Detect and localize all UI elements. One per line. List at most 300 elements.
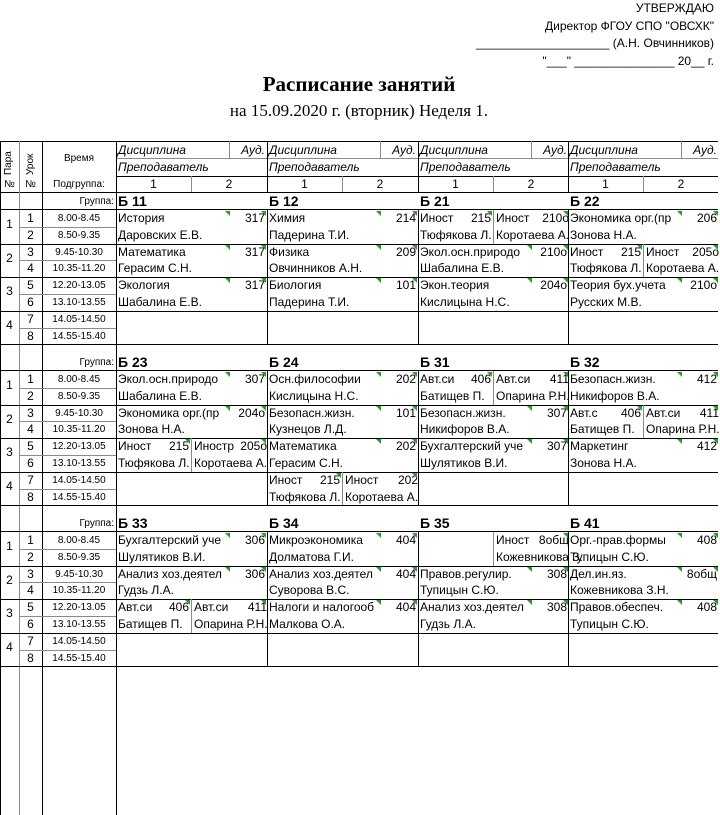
subject-subgroup-1: Авт.си bbox=[118, 600, 153, 615]
lesson-urok: 3 bbox=[27, 566, 34, 581]
subject-name: Экономика орг.(пр bbox=[570, 211, 672, 225]
comment-marker bbox=[412, 406, 417, 411]
header-discipline: Дисциплина bbox=[570, 143, 638, 157]
lesson-time: 10.35-11.20 bbox=[52, 263, 106, 275]
comment-marker bbox=[412, 533, 417, 538]
lesson-urok: 6 bbox=[27, 295, 34, 309]
teacher-name: Тупицын С.Ю. bbox=[570, 549, 649, 564]
teacher-subgroup-1: Тюфякова Л. bbox=[570, 261, 642, 276]
lesson-para: 4 bbox=[6, 639, 13, 654]
auditorium-subgroup-1: 406 bbox=[470, 372, 491, 386]
comment-marker bbox=[713, 600, 718, 605]
subject-name: Безопасн.жизн. bbox=[570, 372, 656, 386]
lesson-urok: 6 bbox=[27, 617, 34, 631]
comment-marker bbox=[225, 406, 230, 411]
teacher-subgroup-2: Опарина Р.Н. bbox=[496, 388, 570, 403]
grid-line bbox=[19, 616, 116, 617]
auditorium-subgroup-2: 202 bbox=[397, 472, 418, 487]
lesson-time: 13.10-13.55 bbox=[52, 619, 106, 630]
auditorium: 204о bbox=[238, 405, 265, 420]
lesson-time: 8.50-9.35 bbox=[57, 551, 101, 563]
teacher-name: Шулятиков В.И. bbox=[420, 456, 508, 470]
comment-marker bbox=[412, 372, 417, 377]
header-subgroup-2: 2 bbox=[527, 177, 535, 191]
comment-marker bbox=[713, 372, 718, 377]
teacher-subgroup-1: Батищев П. bbox=[570, 422, 635, 437]
teacher-subgroup-2: Коротаева А. bbox=[345, 489, 419, 504]
auditorium-subgroup-1: 215 bbox=[620, 244, 641, 259]
lesson-urok: 6 bbox=[27, 456, 34, 470]
auditorium: 214 bbox=[395, 211, 416, 225]
comment-marker bbox=[713, 278, 718, 283]
lesson-urok: 7 bbox=[27, 472, 34, 487]
auditorium: 210о bbox=[540, 244, 567, 259]
comment-marker bbox=[225, 278, 230, 283]
teacher-subgroup-2: Коротаева А. bbox=[496, 227, 570, 242]
comment-marker bbox=[261, 567, 266, 572]
comment-marker bbox=[677, 211, 682, 216]
grid-line bbox=[19, 260, 116, 261]
lesson-time: 8.00-8.45 bbox=[57, 213, 101, 224]
comment-marker bbox=[261, 439, 266, 444]
teacher-name: Кислицына Н.С. bbox=[269, 388, 359, 403]
comment-marker bbox=[563, 567, 568, 572]
comment-marker bbox=[527, 439, 532, 444]
comment-marker bbox=[412, 600, 417, 605]
auditorium: 204о bbox=[540, 278, 567, 293]
comment-marker bbox=[563, 406, 568, 411]
comment-marker bbox=[713, 567, 718, 572]
lesson-time: 10.35-11.20 bbox=[52, 424, 106, 436]
subject-name: Анализ хоз.деятел bbox=[269, 566, 373, 581]
group-name: Б 12 bbox=[269, 193, 299, 209]
grid-line bbox=[191, 599, 192, 633]
teacher-name: Гудзь Л.А. bbox=[420, 617, 476, 631]
grid-line bbox=[643, 405, 644, 439]
lesson-para: 1 bbox=[6, 539, 13, 553]
lesson-para: 1 bbox=[6, 378, 13, 392]
auditorium: 404 bbox=[395, 566, 416, 581]
subject-name: Безопасн.жизн. bbox=[420, 405, 506, 420]
lesson-urok: 1 bbox=[27, 211, 34, 225]
header-aud: Ауд. bbox=[241, 143, 265, 157]
auditorium-subgroup-2: 205о bbox=[240, 439, 267, 454]
subject-name: Дел.ин.яз. bbox=[570, 566, 627, 581]
comment-marker bbox=[677, 278, 682, 283]
auditorium: 306 bbox=[244, 566, 265, 581]
group-label: Группа: bbox=[79, 196, 114, 207]
subject-name: История bbox=[118, 211, 165, 225]
auditorium: 317 bbox=[244, 278, 265, 293]
header-teacher: Преподаватель bbox=[269, 160, 360, 174]
group-name: Б 33 bbox=[118, 515, 148, 531]
group-name: Б 22 bbox=[570, 193, 600, 209]
comment-marker bbox=[225, 533, 230, 538]
header-subgroup-2: 2 bbox=[376, 177, 384, 191]
grid-line bbox=[681, 141, 682, 158]
teacher-subgroup-2: Опарина Р.Н. bbox=[646, 422, 720, 437]
header-time: Время bbox=[63, 153, 95, 164]
group-name: Б 34 bbox=[269, 515, 299, 531]
lesson-time: 8.50-9.35 bbox=[57, 229, 101, 241]
grid-line bbox=[493, 532, 494, 566]
teacher-name: Гудзь Л.А. bbox=[118, 583, 174, 598]
approval-signature-line: ____________________ (А.Н. Овчинников) bbox=[476, 36, 714, 50]
auditorium: 210о bbox=[690, 278, 717, 293]
teacher-name: Шабалина Е.В. bbox=[420, 261, 504, 276]
subject-subgroup-2: Иност bbox=[646, 244, 680, 259]
grid-line bbox=[19, 328, 116, 329]
auditorium: 101 bbox=[395, 278, 416, 293]
comment-marker bbox=[677, 372, 682, 377]
auditorium: 307 bbox=[244, 372, 265, 386]
lesson-urok: 7 bbox=[27, 633, 34, 648]
lesson-urok: 5 bbox=[27, 278, 34, 293]
lesson-time: 10.35-11.20 bbox=[52, 585, 106, 597]
teacher-name: Тупицын С.Ю. bbox=[420, 583, 499, 598]
comment-marker bbox=[677, 567, 682, 572]
teacher-name: Никифоров В.А. bbox=[570, 388, 660, 403]
comment-marker bbox=[677, 600, 682, 605]
comment-marker bbox=[376, 533, 381, 538]
teacher-subgroup-2: Коротаева А. bbox=[646, 261, 720, 276]
comment-marker bbox=[563, 439, 568, 444]
auditorium: 8общ bbox=[686, 566, 717, 581]
grid-line bbox=[19, 227, 116, 228]
grid-line bbox=[0, 666, 718, 667]
subject-subgroup-2: Авт.си bbox=[646, 405, 681, 420]
lesson-urok: 8 bbox=[27, 489, 34, 504]
teacher-name: Шабалина Е.В. bbox=[118, 388, 202, 403]
comment-marker bbox=[487, 372, 492, 377]
grid-line bbox=[19, 388, 116, 389]
teacher-name: Кожевникова З.Н. bbox=[570, 583, 669, 598]
auditorium-subgroup-2: 411 bbox=[549, 372, 569, 386]
subject-name: Теория бух.учета bbox=[570, 278, 666, 293]
approval-director: Директор ФГОУ СПО "ОВСХК" bbox=[545, 18, 714, 33]
grid-line bbox=[19, 489, 116, 490]
comment-marker bbox=[637, 245, 642, 250]
comment-marker bbox=[261, 245, 266, 250]
teacher-name: Герасим С.Н. bbox=[269, 456, 344, 470]
teacher-name: Зонова Н.А. bbox=[118, 422, 185, 437]
group-label: Группа: bbox=[79, 518, 114, 529]
grid-line bbox=[0, 344, 718, 345]
lesson-time: 12.20-13.05 bbox=[52, 280, 106, 292]
header-teacher: Преподаватель bbox=[420, 160, 511, 174]
auditorium: 317 bbox=[244, 211, 265, 225]
group-name: Б 35 bbox=[420, 515, 450, 531]
comment-marker bbox=[713, 533, 718, 538]
lesson-urok: 2 bbox=[27, 388, 34, 403]
subject-name: Экол.осн.природо bbox=[118, 372, 219, 386]
subject-subgroup-1: Иност bbox=[269, 472, 303, 487]
lesson-time: 9.45-10.30 bbox=[55, 568, 103, 580]
subject-subgroup-2: Авт.си bbox=[194, 600, 229, 615]
comment-marker bbox=[185, 439, 190, 444]
teacher-name: Русских М.В. bbox=[570, 295, 642, 309]
grid-line bbox=[493, 371, 494, 405]
subject-subgroup-1: Авт.си bbox=[420, 372, 455, 386]
lesson-urok: 1 bbox=[27, 372, 34, 386]
teacher-subgroup-1: Тюфякова Л. bbox=[118, 456, 190, 470]
approval-date-line: "___" _______________ 20__ г. bbox=[542, 53, 714, 68]
lesson-time: 13.10-13.55 bbox=[52, 297, 106, 308]
teacher-name: Долматова Г.И. bbox=[269, 549, 354, 564]
header-aud: Ауд. bbox=[392, 143, 416, 157]
subject-subgroup-1: Иност bbox=[570, 244, 604, 259]
subject-name: Налоги и налогооб bbox=[269, 600, 375, 615]
lesson-para: 3 bbox=[6, 445, 13, 460]
grid-line bbox=[19, 549, 116, 550]
header-para: Пара bbox=[3, 151, 14, 175]
comment-marker bbox=[713, 211, 718, 216]
header-aud: Ауд. bbox=[693, 143, 717, 157]
lesson-urok: 2 bbox=[27, 227, 34, 242]
comment-marker bbox=[225, 211, 230, 216]
auditorium-subgroup-2: 411 bbox=[247, 600, 267, 615]
grid-line bbox=[116, 141, 117, 815]
header-aud: Ауд. bbox=[543, 143, 567, 157]
header-num-urok: № bbox=[25, 179, 36, 190]
comment-marker bbox=[376, 567, 381, 572]
comment-marker bbox=[412, 473, 417, 478]
header-urok: Урок bbox=[25, 153, 36, 175]
auditorium: 408 bbox=[696, 533, 717, 547]
header-discipline: Дисциплина bbox=[420, 143, 488, 157]
subject-name: Правов.обеспеч. bbox=[570, 600, 664, 615]
lesson-urok: 2 bbox=[27, 549, 34, 564]
header-num-para: № bbox=[4, 179, 15, 190]
lesson-time: 14.05-14.50 bbox=[52, 474, 106, 486]
lesson-para: 4 bbox=[6, 317, 13, 332]
lesson-urok: 4 bbox=[27, 422, 34, 437]
comment-marker bbox=[336, 473, 341, 478]
comment-marker bbox=[376, 406, 381, 411]
teacher-name: Зонова Н.А. bbox=[570, 227, 637, 242]
subject-name: Биология bbox=[269, 278, 322, 293]
header-discipline: Дисциплина bbox=[118, 143, 186, 157]
lesson-time: 8.00-8.45 bbox=[57, 374, 101, 385]
comment-marker bbox=[225, 567, 230, 572]
header-subgroup-1: 1 bbox=[150, 177, 157, 191]
header-discipline: Дисциплина bbox=[269, 143, 337, 157]
comment-marker bbox=[261, 278, 266, 283]
teacher-name: Даровских Е.В. bbox=[118, 227, 203, 242]
auditorium: 209 bbox=[395, 244, 416, 259]
subject-subgroup-1: Иност bbox=[118, 439, 152, 454]
auditorium: 306 bbox=[244, 533, 265, 547]
subject-name: Физика bbox=[269, 244, 310, 259]
lesson-urok: 3 bbox=[27, 405, 34, 420]
lesson-para: 3 bbox=[6, 284, 13, 299]
auditorium-subgroup-1: 406 bbox=[620, 405, 641, 420]
comment-marker bbox=[261, 533, 266, 538]
subject-name: Математика bbox=[269, 439, 337, 454]
comment-marker bbox=[637, 406, 642, 411]
header-subgroup: Подгруппа: bbox=[53, 179, 105, 190]
teacher-subgroup-1: Тюфякова Л. bbox=[269, 489, 341, 504]
comment-marker bbox=[677, 533, 682, 538]
grid-line bbox=[0, 505, 718, 506]
teacher-name: Зонова Н.А. bbox=[570, 456, 637, 470]
subject-name: Осн.философии bbox=[269, 372, 361, 386]
header-subgroup-1: 1 bbox=[452, 177, 459, 191]
teacher-name: Кузнецов Л.Д. bbox=[269, 422, 347, 437]
auditorium: 307 bbox=[546, 405, 567, 420]
group-name: Б 23 bbox=[118, 354, 148, 370]
lesson-time: 14.55-15.40 bbox=[52, 330, 106, 342]
lesson-para: 2 bbox=[6, 250, 13, 265]
group-name: Б 21 bbox=[420, 193, 450, 209]
grid-line bbox=[380, 141, 381, 158]
grid-line bbox=[342, 472, 343, 506]
auditorium-subgroup-1: 215 bbox=[470, 211, 491, 225]
teacher-subgroup-1: Батищев П. bbox=[420, 388, 485, 403]
subject-name: Безопасн.жизн. bbox=[269, 405, 355, 420]
comment-marker bbox=[563, 600, 568, 605]
comment-marker bbox=[376, 245, 381, 250]
lesson-urok: 5 bbox=[27, 439, 34, 454]
lesson-time: 8.00-8.45 bbox=[57, 535, 101, 546]
comment-marker bbox=[563, 372, 568, 377]
lesson-urok: 8 bbox=[27, 328, 34, 343]
auditorium: 202 bbox=[395, 439, 416, 454]
subject-name: Экономика орг.(пр bbox=[118, 405, 220, 420]
page-title: Расписание занятий bbox=[262, 72, 456, 96]
lesson-urok: 4 bbox=[27, 261, 34, 276]
subject-name: Математика bbox=[118, 244, 186, 259]
auditorium-subgroup-2: 8общ bbox=[538, 533, 569, 547]
lesson-para: 4 bbox=[6, 478, 13, 493]
teacher-name: Шабалина Е.В. bbox=[118, 295, 202, 309]
subject-name: Экол.осн.природо bbox=[420, 244, 521, 259]
teacher-name: Падерина Т.И. bbox=[269, 295, 350, 309]
group-name: Б 41 bbox=[570, 515, 600, 531]
comment-marker bbox=[412, 245, 417, 250]
subject-name: Экон.теория bbox=[420, 278, 490, 293]
lesson-time: 14.05-14.50 bbox=[52, 635, 106, 647]
teacher-name: Шулятиков В.И. bbox=[118, 549, 206, 564]
grid-line bbox=[493, 210, 494, 244]
lesson-time: 14.55-15.40 bbox=[52, 491, 106, 503]
comment-marker bbox=[527, 406, 532, 411]
comment-marker bbox=[376, 600, 381, 605]
subject-name: Правов.регулир. bbox=[420, 566, 512, 581]
lesson-time: 12.20-13.05 bbox=[52, 441, 106, 453]
lesson-time: 14.05-14.50 bbox=[52, 313, 106, 325]
teacher-name: Кислицына Н.С. bbox=[420, 295, 510, 309]
header-subgroup-2: 2 bbox=[677, 177, 685, 191]
comment-marker bbox=[261, 406, 266, 411]
lesson-para: 2 bbox=[6, 411, 13, 426]
subject-name: Химия bbox=[269, 211, 306, 225]
subject-name: Микроэкономика bbox=[269, 533, 363, 547]
subject-subgroup-2: Иностр bbox=[194, 439, 235, 454]
approval-block bbox=[394, 0, 714, 70]
subject-subgroup-2: Иност bbox=[496, 211, 530, 225]
comment-marker bbox=[563, 278, 568, 283]
teacher-name: Никифоров В.А. bbox=[420, 422, 510, 437]
subject-subgroup-2: Иност bbox=[345, 472, 379, 487]
comment-marker bbox=[412, 439, 417, 444]
lesson-para: 1 bbox=[6, 217, 13, 231]
lesson-urok: 4 bbox=[27, 583, 34, 598]
group-name: Б 32 bbox=[570, 354, 600, 370]
subject-subgroup-1: Иност bbox=[420, 211, 454, 225]
teacher-name: Герасим С.Н. bbox=[118, 261, 193, 276]
comment-marker bbox=[412, 278, 417, 283]
header-teacher: Преподаватель bbox=[570, 160, 661, 174]
subject-name: Анализ хоз.деятел bbox=[420, 600, 524, 615]
subject-name: Бухгалтерский уче bbox=[420, 439, 524, 454]
teacher-subgroup-2: Кожевникова З. bbox=[496, 549, 583, 564]
auditorium-subgroup-2: 210о bbox=[542, 211, 569, 225]
comment-marker bbox=[412, 211, 417, 216]
auditorium: 408 bbox=[696, 600, 717, 615]
comment-marker bbox=[261, 372, 266, 377]
comment-marker bbox=[713, 406, 718, 411]
group-label: Группа: bbox=[79, 357, 114, 368]
lesson-para: 2 bbox=[6, 572, 13, 587]
group-name: Б 11 bbox=[118, 193, 147, 209]
comment-marker bbox=[225, 372, 230, 377]
subject-subgroup-1: Авт.с bbox=[570, 405, 598, 420]
auditorium: 412 bbox=[696, 439, 717, 454]
lesson-time: 9.45-10.30 bbox=[55, 246, 103, 258]
subject-name: Бухгалтерский уче bbox=[118, 533, 222, 547]
auditorium-subgroup-1: 215 bbox=[168, 439, 189, 454]
comment-marker bbox=[563, 533, 568, 538]
teacher-subgroup-2: Коротаева А. bbox=[194, 456, 268, 470]
comment-marker bbox=[261, 600, 266, 605]
lesson-time: 12.20-13.05 bbox=[52, 602, 106, 614]
lesson-time: 9.45-10.30 bbox=[55, 407, 103, 419]
lesson-para: 3 bbox=[6, 606, 13, 621]
auditorium: 404 bbox=[395, 533, 416, 547]
header-teacher: Преподаватель bbox=[118, 160, 209, 174]
group-name: Б 24 bbox=[269, 354, 299, 370]
lesson-time: 13.10-13.55 bbox=[52, 458, 106, 469]
subject-name: Анализ хоз.деятел bbox=[118, 566, 222, 581]
lesson-urok: 7 bbox=[27, 311, 34, 326]
comment-marker bbox=[376, 278, 381, 283]
auditorium: 308 bbox=[546, 566, 567, 581]
grid-line bbox=[0, 311, 718, 312]
teacher-subgroup-1: Тюфякова Л. bbox=[420, 227, 492, 242]
subject-subgroup-2: Авт.си bbox=[496, 372, 531, 386]
comment-marker bbox=[563, 245, 568, 250]
auditorium: 101 bbox=[395, 405, 416, 420]
comment-marker bbox=[713, 439, 718, 444]
comment-marker bbox=[527, 245, 532, 250]
teacher-subgroup-2: Опарина Р.Н. bbox=[194, 617, 268, 631]
lesson-urok: 1 bbox=[27, 533, 34, 547]
auditorium-subgroup-2: 205о bbox=[692, 244, 719, 259]
grid-line bbox=[531, 141, 532, 158]
page-subtitle: на 15.09.2020 г. (вторник) Неделя 1. bbox=[229, 101, 489, 120]
teacher-name: Малкова О.А. bbox=[269, 617, 346, 631]
auditorium: 404 bbox=[395, 600, 416, 615]
auditorium-subgroup-1: 406 bbox=[168, 600, 189, 615]
subject-name: Экология bbox=[118, 278, 170, 293]
auditorium-subgroup-2: 411 bbox=[699, 405, 719, 420]
teacher-name: Тупицын С.Ю. bbox=[570, 617, 649, 631]
lesson-time: 8.50-9.35 bbox=[57, 390, 101, 402]
header-subgroup-1: 1 bbox=[301, 177, 308, 191]
lesson-time: 14.55-15.40 bbox=[52, 652, 106, 664]
grid-line bbox=[229, 141, 230, 158]
